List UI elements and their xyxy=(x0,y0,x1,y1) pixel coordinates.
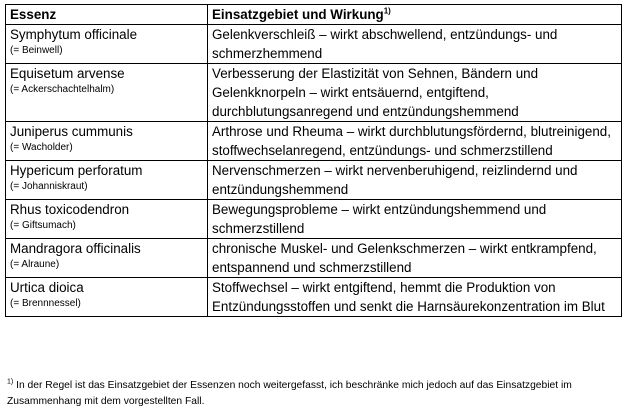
footnote-text: In der Regel ist das Einsatzgebiet der Essenzen noch weitergefasst, ich beschränke mich jedoch auf das Einsatzgebiet im Zusammenhang mit dem vorgestellten Fall. xyxy=(7,380,572,407)
footnote-mark: 1) xyxy=(7,378,14,386)
essence-cell xyxy=(6,278,208,317)
essence-cell xyxy=(6,239,208,278)
effect-cell: Verbesserung der Elastizität von Sehnen, Bändern und Gelenkknorpeln – wirkt entsäuernd, entgiftend, durchblutungsanregend und entzündungshemmend xyxy=(208,64,622,122)
essence-common-name: (= Beinwell) xyxy=(10,45,63,56)
essence-name: Juniperus cummunis xyxy=(10,124,133,139)
effect-cell: chronische Muskel- und Gelenkschmerzen – wirkt entkrampfend, entspannend und schmerzstillend xyxy=(208,239,622,278)
table-row xyxy=(6,200,622,239)
table-row xyxy=(6,25,622,64)
header-essenz: Essenz xyxy=(6,5,208,25)
essence-cell xyxy=(6,25,208,64)
essence-cell xyxy=(6,64,208,122)
essence-common-name: (= Giftsumach) xyxy=(10,220,76,231)
document xyxy=(5,4,621,317)
table-row xyxy=(6,239,622,278)
essence-name: Mandragora officinalis xyxy=(10,241,141,256)
essence-common-name: (= Wacholder) xyxy=(10,142,73,153)
essence-table xyxy=(5,4,622,317)
table-row xyxy=(6,64,622,122)
header-einsatzgebiet-label: Einsatzgebiet und Wirkung xyxy=(212,7,384,22)
effect-cell: Nervenschmerzen – wirkt nervenberuhigend, reizlindernd und entzündungshemmend xyxy=(208,161,622,200)
header-footnote-mark: 1) xyxy=(383,6,391,16)
effect-cell: Gelenkverschleiß – wirkt abschwellend, entzündungs- und schmerzhemmend xyxy=(208,25,622,64)
essence-common-name: (= Brennnessel) xyxy=(10,298,81,309)
table-header-row xyxy=(6,5,622,25)
header-einsatzgebiet xyxy=(208,5,622,25)
effect-cell: Bewegungsprobleme – wirkt entzündungshemmend und schmerzstillend xyxy=(208,200,622,239)
table-row xyxy=(6,278,622,317)
essence-name: Symphytum officinale xyxy=(10,27,138,42)
essence-common-name: (= Ackerschachtelhalm) xyxy=(10,84,115,95)
effect-cell: Arthrose und Rheuma – wirkt durchblutungsfördernd, blutreinigend, stoffwechselanregend, entzündungs- und schmerzstillend xyxy=(208,122,622,161)
essence-name: Urtica dioica xyxy=(10,280,84,295)
essence-name: Hypericum perforatum xyxy=(10,163,143,178)
table-row xyxy=(6,122,622,161)
table-row xyxy=(6,161,622,200)
essence-name: Rhus toxicodendron xyxy=(10,202,130,217)
essence-cell xyxy=(6,161,208,200)
essence-name: Equisetum arvense xyxy=(10,66,125,81)
essence-cell xyxy=(6,122,208,161)
essence-cell xyxy=(6,200,208,239)
effect-cell: Stoffwechsel – wirkt entgiftend, hemmt die Produktion von Entzündungsstoffen und senkt die Harnsäurekonzentration im Blut xyxy=(208,278,622,317)
essence-common-name: (= Alraune) xyxy=(10,259,60,270)
footnote xyxy=(7,378,619,410)
essence-common-name: (= Johanniskraut) xyxy=(10,181,88,192)
